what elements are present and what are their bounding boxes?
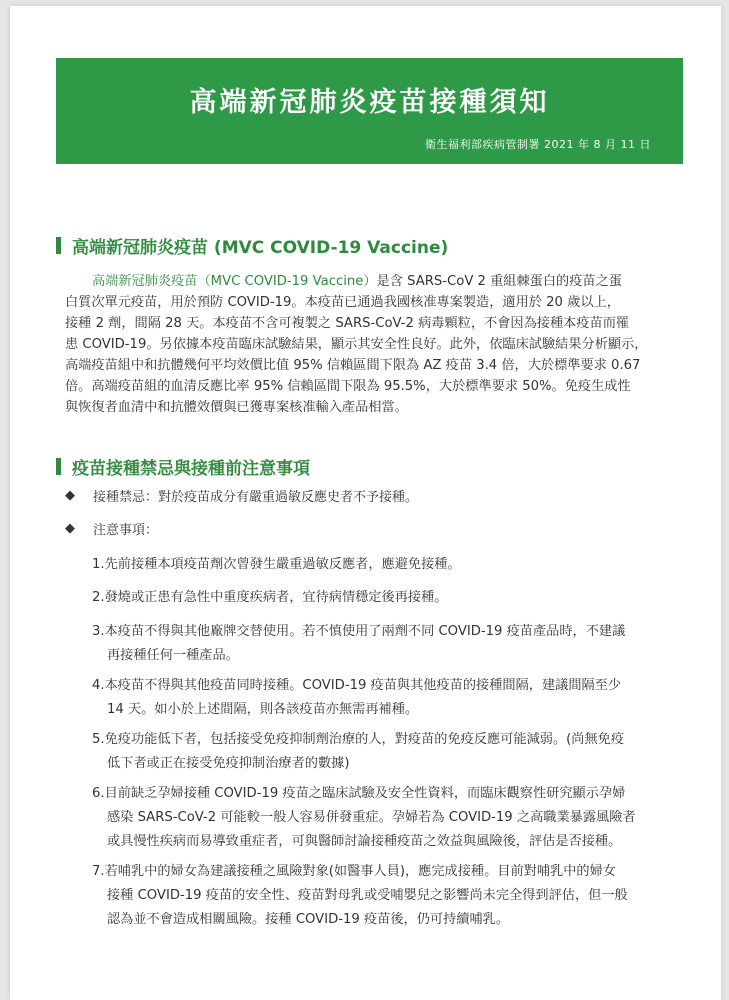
section-heading-text: 高端新冠肺炎疫苗 (MVC COVID-19 Vaccine)	[72, 238, 449, 258]
section-heading-text: 疫苗接種禁忌與接種前注意事項	[72, 459, 310, 479]
vaccine-description	[65, 271, 685, 418]
title-banner	[56, 58, 683, 164]
notes-label: 注意事項：	[93, 523, 159, 538]
para-line-3: 接種 2 劑，間隔 28 天。本疫苗不含可複製之 SARS-CoV-2 病毒顆粒，不會因為接種本疫苗而罹	[65, 316, 630, 331]
diamond-bullet-icon: ◆	[65, 521, 75, 536]
list-item-4: 4.本疫苗不得與其他疫苗同時接種。COVID-19 疫苗與其他疫苗的接種間隔，建議間隔至少 14 天。如小於上述間隔，則各該疫苗亦無需再補種。	[92, 678, 622, 717]
section-heading-precautions	[56, 454, 310, 479]
para-line-1: 高端新冠肺炎疫苗（MVC COVID-19 Vaccine）是含 SARS-CoV 2 重組棘蛋白的疫苗之蛋	[92, 274, 622, 289]
para-line-5: 高端疫苗組中和抗體幾何平均效價比值 95% 信賴區間下限為 AZ 疫苗 3.4 倍，大於標準要求 0.67	[65, 358, 641, 373]
section-heading-vaccine	[56, 233, 448, 258]
page-title: 高端新冠肺炎疫苗接種須知	[189, 87, 550, 118]
section-marker	[56, 237, 61, 254]
list-item-7: 7.若哺乳中的婦女為建議接種之風險對象(如醫事人員)，應完成接種。目前對哺乳中的婦女 接種 COVID-19 疫苗的安全性、疫苗對母乳或受哺嬰兒之影響尚未完全得到評估，但一般 認為並不會造成相關風險。接種 COVID-19 疫苗後，仍可持續哺乳。	[92, 864, 628, 927]
list-item-3: 3.本疫苗不得與其他廠牌交替使用。若不慎使用了兩劑不同 COVID-19 疫苗產品時，不建議 再接種任何一種產品。	[92, 624, 626, 663]
para-line-6: 倍。高端疫苗組的血清反應比率 95% 信賴區間下限為 95.5%，大於標準要求 50%。免疫生成性	[65, 379, 631, 394]
list-item-5: 5.免疫功能低下者，包括接受免疫抑制劑治療的人，對疫苗的免疫反應可能減弱。(尚無免疫 低下者或正在接受免疫抑制治療者的數據)	[92, 732, 625, 771]
list-item-2: 2.發燒或正患有急性中重度疾病者，宜待病情穩定後再接種。	[92, 590, 448, 605]
para-line-7: 與恢復者血清中和抗體效價與已獲專案核准輸入產品相當。	[65, 400, 408, 415]
issuer-date: 衛生福利部疾病管制署 2021 年 8 月 11 日	[425, 138, 651, 151]
document-page	[10, 6, 721, 1000]
contraindication-text: 接種禁忌：對於疫苗成分有嚴重過敏反應史者不予接種。	[93, 490, 419, 505]
list-item-1: 1.先前接種本項疫苗劑次曾發生嚴重過敏反應者，應避免接種。	[92, 557, 461, 572]
contraindication-bullet	[65, 486, 418, 505]
vaccine-name-highlight: 高端新冠肺炎疫苗（MVC COVID-19 Vaccine）	[92, 274, 377, 289]
notes-bullet	[65, 519, 158, 538]
list-item-6: 6.目前缺乏孕婦接種 COVID-19 疫苗之臨床試驗及安全性資料，而臨床觀察性研究顯示孕婦 感染 SARS-CoV-2 可能較一般人容易併發重症。孕婦若為 COVID-19 之高職業暴露風險者 或具慢性疾病而易導致重症者，可與醫師討論接種疫苗之效益與風險後，評估是否接種。	[92, 786, 636, 849]
section-marker	[56, 458, 61, 475]
para-line-4: 患 COVID-19。另依據本疫苗臨床試驗結果，顯示其安全性良好。此外，依臨床試驗結果分析顯示，	[65, 337, 648, 352]
diamond-bullet-icon: ◆	[65, 488, 75, 503]
para-line-2: 白質次單元疫苗，用於預防 COVID-19。本疫苗已通過我國核准專案製造，適用於 20 歲以上，	[65, 295, 620, 310]
